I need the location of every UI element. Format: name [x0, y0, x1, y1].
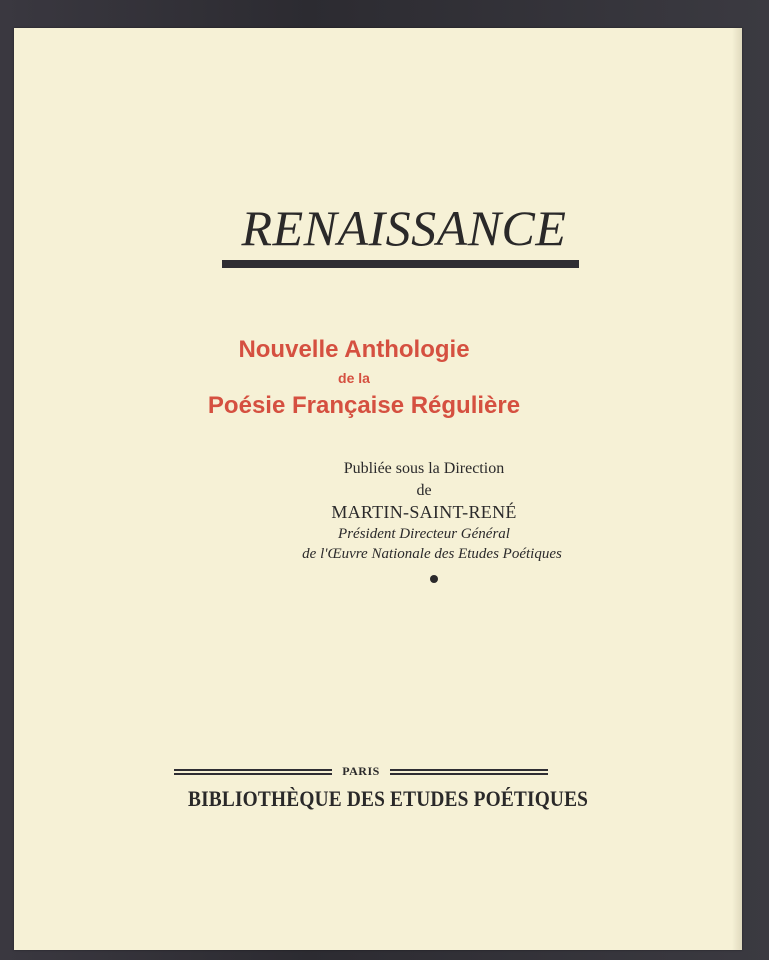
rule-line: [390, 769, 548, 771]
title-underline-rule: [222, 260, 579, 268]
rule-line: [174, 769, 332, 771]
double-rule-right: [390, 769, 548, 775]
direction-line-2: de: [416, 482, 432, 499]
subtitle-line-3: Poésie Française Régulière: [207, 392, 521, 419]
editor-name: MARTIN-SAINT-RENÉ: [331, 502, 517, 522]
subtitle-line-1: Nouvelle Anthologie: [238, 336, 470, 363]
direction-line-1: Publiée sous la Direction: [343, 460, 505, 477]
subtitle-line-2: de la: [338, 370, 370, 386]
publisher-city: PARIS: [342, 764, 380, 778]
bullet-ornament: [430, 575, 438, 583]
editor-title: Président Directeur Général: [338, 526, 510, 542]
rule-line: [390, 773, 548, 775]
publisher-name: BIBLIOTHÈQUE DES ETUDES POÉTIQUES: [188, 786, 589, 811]
rule-line: [174, 773, 332, 775]
cover-edge-shadow: [732, 28, 742, 950]
double-rule-left: [174, 769, 332, 775]
book-title: RENAISSANCE: [241, 200, 567, 256]
editor-organization: de l'Œuvre Nationale des Etudes Poétiques: [302, 546, 562, 562]
book-cover: [14, 28, 742, 950]
